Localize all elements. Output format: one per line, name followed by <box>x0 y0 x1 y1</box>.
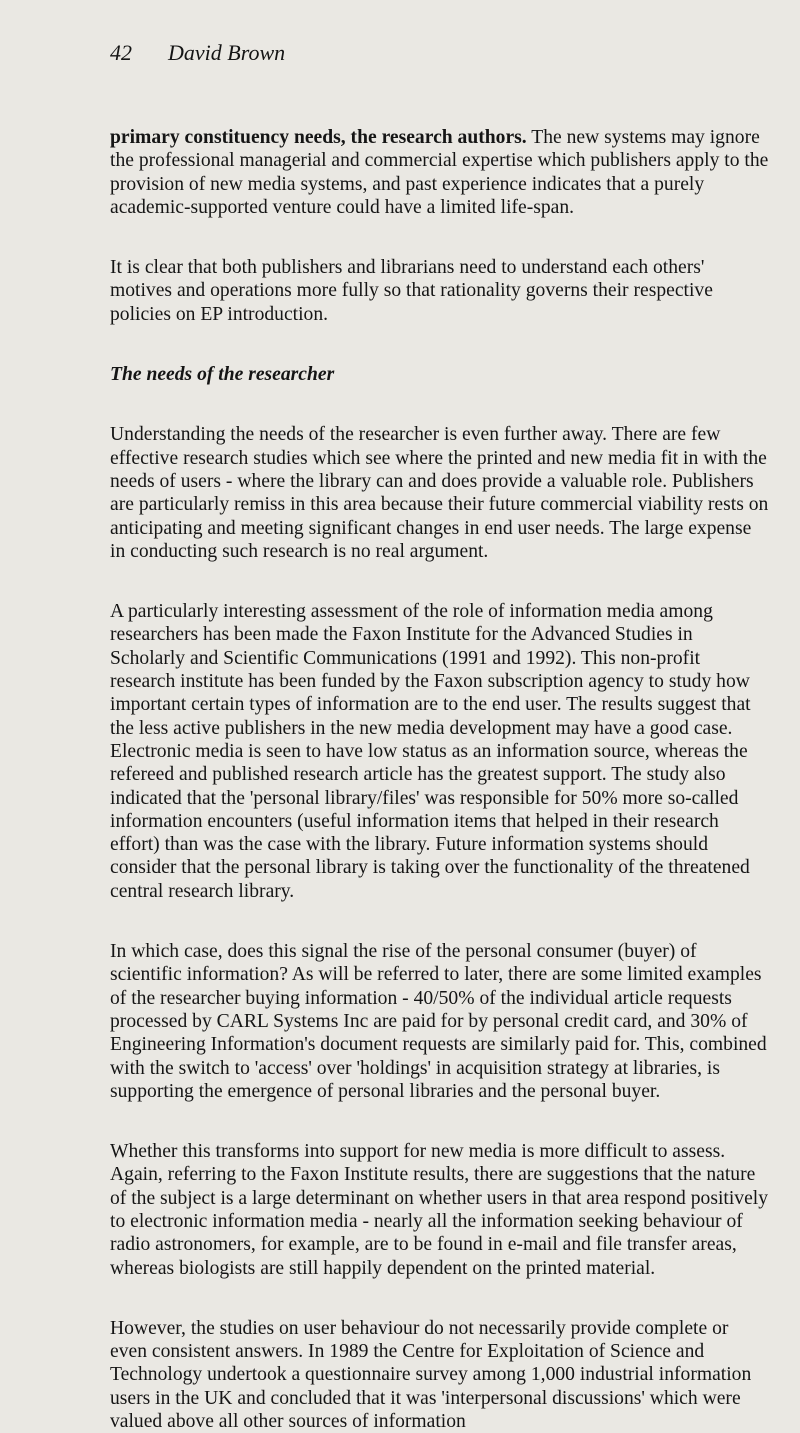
running-head <box>110 40 770 66</box>
paragraph-2: It is clear that both publishers and librarians need to understand each others' motives and operations more fully so that rationality governs their respective policies on EP introduction. <box>110 257 713 325</box>
paragraph-6: Whether this transforms into support for new media is more difficult to assess. Again, referring to the Faxon Institute results, there are suggestions that the nature of the subject is a large determinant on whether users in that area respond positively to electronic information media - nearly all the information seeking behaviour of radio astronomers, for example, are to be found in e-mail and file transfer areas, whereas biologists are still happily dependent on the printed material. <box>110 1141 769 1279</box>
page-number: 42 <box>110 40 132 65</box>
paragraph-5: In which case, does this signal the rise of the personal consumer (buyer) of scientific information? As will be referred to later, there are some limited examples of the researcher buying information - 40/50% of the individual article requests processed by CARL Systems Inc are paid for by personal credit card, and 30% of Engineering Information's document requests are similarly paid for. This, combined with the switch to 'access' over 'holdings' in acquisition strategy at libraries, is supporting the emergence of personal libraries and the personal buyer. <box>110 941 767 1102</box>
paragraph-7: However, the studies on user behaviour do not necessarily provide complete or even consistent answers. In 1989 the Centre for Exploitation of Science and Technology undertook a questionnaire survey among 1,000 industrial information users in the UK and concluded that it was 'interpersonal discussions' which were valued above all other sources of information <box>110 1317 752 1433</box>
paragraph-4: A particularly interesting assessment of the role of information media among researchers has been made the Faxon Institute for the Advanced Studies in Scholarly and Scientific Communications (1991 and 1992). This non-profit research institute has been funded by the Faxon subscription agency to study how important certain types of information are to the end user. The results suggest that the less active publishers in the new media development may have a good case. Electronic media is seen to have low status as an information source, whereas the refereed and published research article has the greatest support. The study also indicated that the 'personal library/files' was responsible for 50% more so-called information encounters (useful information items that helped in their research effort) than was the case with the library. Future information systems should consider that the personal library is taking over the functionality of the threatened central research library. <box>110 601 751 902</box>
paragraph-1-text: The new systems may ignore the professional managerial and commercial expertise which publishers apply to the provision of new media systems, and past experience indicates that a purely academic-supported venture could have a limited life-span. <box>110 127 769 218</box>
paragraph-1 <box>110 126 770 219</box>
paragraph-3: Understanding the needs of the researcher is even further away. There are few effective research studies which see where the printed and new media fit in with the needs of users - where the library can and does provide a valuable role. Publishers are particularly remiss in this area because their future commercial viability rests on anticipating and meeting significant changes in end user needs. The large expense in conducting such research is no real argument. <box>110 424 769 562</box>
running-head-author: David Brown <box>168 40 286 65</box>
section-heading: The needs of the researcher <box>110 364 335 386</box>
paragraph-1-bold-lead: primary constituency needs, the research authors. <box>110 127 527 148</box>
